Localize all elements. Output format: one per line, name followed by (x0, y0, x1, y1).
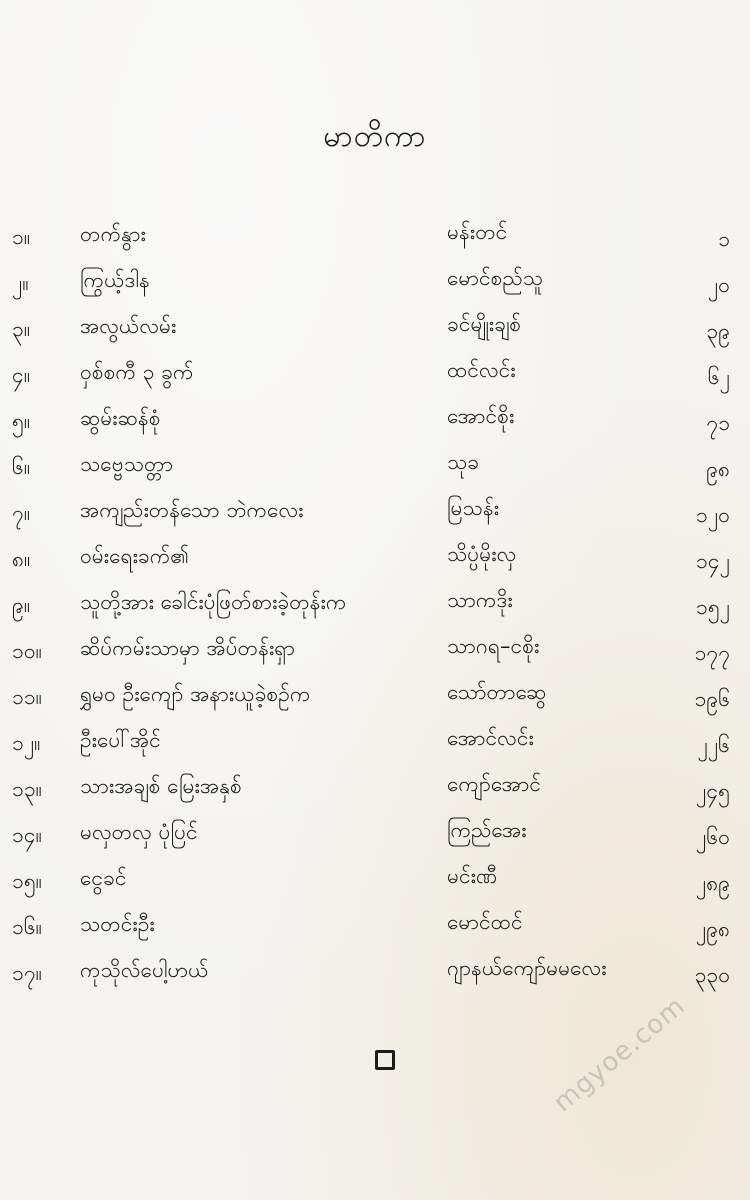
toc-row (0, 536, 750, 582)
toc-number: ၅။ (12, 409, 31, 433)
toc-author: ဂျာနယ်ကျော်မမလေး (447, 956, 607, 980)
toc-number: ၄။ (12, 363, 31, 387)
toc-author: သိပ္ပံမိုးလှ (447, 542, 517, 566)
toc-row (0, 720, 750, 766)
toc-page-number: ၂၄၅ (696, 779, 730, 803)
toc-row (0, 306, 750, 352)
toc-author: ကျော်အောင် (447, 772, 542, 796)
watermark: mgyoe.com (548, 990, 692, 1118)
toc-page-number: ၂၆၀ (696, 825, 730, 849)
toc-page-number: ၂၉၈ (695, 917, 730, 941)
toc-page-number: ၂၀ (707, 273, 730, 297)
toc-page-number: ၁၂၀ (696, 503, 730, 527)
toc-title: ကုသိုလ်ပေါ့ဟယ် (80, 958, 209, 982)
toc-row (0, 214, 750, 260)
toc-page-number: ၂၈၉ (695, 871, 730, 895)
toc-title: ဆွမ်းဆန်စုံ (80, 406, 161, 430)
toc-title: ကြွယ့်ဒါန (80, 268, 150, 292)
toc-number: ၈။ (12, 547, 31, 571)
toc-author: သုခ (447, 450, 480, 474)
toc-page-number: ၁၄၂ (696, 549, 730, 573)
toc-number: ၂။ (12, 271, 29, 295)
toc-page-number: ၃၉ (706, 319, 730, 343)
toc-author: မန်းတင် (447, 220, 508, 244)
toc-author: ကြည်အေး (447, 818, 527, 842)
toc-title: ဝမ်းရေးခက်၏ (80, 544, 189, 568)
toc-row (0, 352, 750, 398)
toc-title: အကျည်းတန်သော ဘဲကလေး (80, 498, 304, 522)
toc-number: ၁၇။ (12, 961, 42, 985)
toc-number: ၁၁။ (12, 685, 42, 709)
toc-number: ၇။ (12, 501, 31, 525)
toc-title: သတင်းဦး (80, 912, 155, 936)
toc-row (0, 766, 750, 812)
toc-title: အလွယ်လမ်း (80, 314, 177, 338)
toc-page-number: ၂၂၆ (697, 733, 730, 757)
toc-title: သူတို့အား ခေါင်းပုံဖြတ်စားခဲ့တုန်းက (80, 590, 347, 614)
toc-row (0, 904, 750, 950)
toc-title: တက်နွား (80, 222, 146, 246)
toc-number: ၁၅။ (12, 869, 42, 893)
toc-title: ဦးပေါ်အိုင် (80, 728, 161, 752)
toc-author: ခင်မျိုးချစ် (447, 312, 522, 336)
toc-author: ထင်လင်း (447, 358, 516, 382)
toc-number: ၃။ (12, 317, 31, 341)
toc-row (0, 490, 750, 536)
toc-row (0, 950, 750, 996)
toc-number: ၁၄။ (12, 823, 42, 847)
toc-page-number: ၃၃၀ (694, 963, 730, 987)
toc-title: ဆိပ်ကမ်းသာမှာ အိပ်တန်းရှာ (80, 636, 295, 660)
toc-page-number: ၁၇၇ (694, 641, 730, 665)
toc-page-number: ၁၅၂ (696, 595, 730, 619)
toc-number: ၁၆။ (12, 915, 42, 939)
toc-title: ရွှမ၀ ဦးကျော် အနားယူခဲ့စဉ်က (80, 682, 311, 706)
toc-row (0, 858, 750, 904)
table-of-contents (0, 214, 750, 996)
toc-number: ၁။ (12, 225, 31, 249)
toc-number: ၁၂။ (12, 731, 41, 755)
toc-author: မောင်စည်သူ (447, 266, 544, 290)
toc-page-number: ၆၂ (707, 365, 730, 389)
toc-author: အောင်စိုး (447, 404, 515, 428)
toc-author: သော်တာဆွေ (447, 680, 547, 704)
toc-row (0, 628, 750, 674)
toc-author: မင်းဏီ (447, 864, 498, 888)
toc-number: ၉။ (12, 593, 31, 617)
page-title: မာတိကာ (323, 119, 427, 154)
toc-title: မလှတလှ ပုံပြင် (80, 820, 198, 844)
toc-title: ငွေခင် (80, 866, 127, 890)
toc-number: ၆။ (12, 455, 31, 479)
toc-author: အောင်လင်း (447, 726, 534, 750)
toc-author: သာဂရ–ငစိုး (447, 634, 540, 658)
toc-row (0, 582, 750, 628)
toc-row (0, 444, 750, 490)
toc-author: မောင်ထင် (447, 910, 523, 934)
toc-title: ဝှစ်စကီ ၃ ခွက် (80, 360, 194, 384)
end-mark-icon (375, 1050, 395, 1070)
toc-page-number: ၁၉၆ (694, 687, 730, 711)
toc-row (0, 260, 750, 306)
toc-number: ၁၀။ (12, 639, 42, 663)
toc-row (0, 398, 750, 444)
toc-author: သာကဒိုး (447, 588, 513, 612)
toc-author: မြသန်း (447, 496, 500, 520)
toc-page-number: ၁ (718, 227, 730, 251)
toc-title: သားအချစ် မြေးအနှစ် (80, 774, 242, 798)
toc-title: သဗ္ဗေသတ္တာ (80, 452, 174, 476)
toc-number: ၁၃။ (12, 777, 42, 801)
toc-row (0, 812, 750, 858)
toc-page-number: ၇၁ (706, 411, 730, 435)
toc-page-number: ၉၈ (706, 457, 730, 481)
toc-row (0, 674, 750, 720)
